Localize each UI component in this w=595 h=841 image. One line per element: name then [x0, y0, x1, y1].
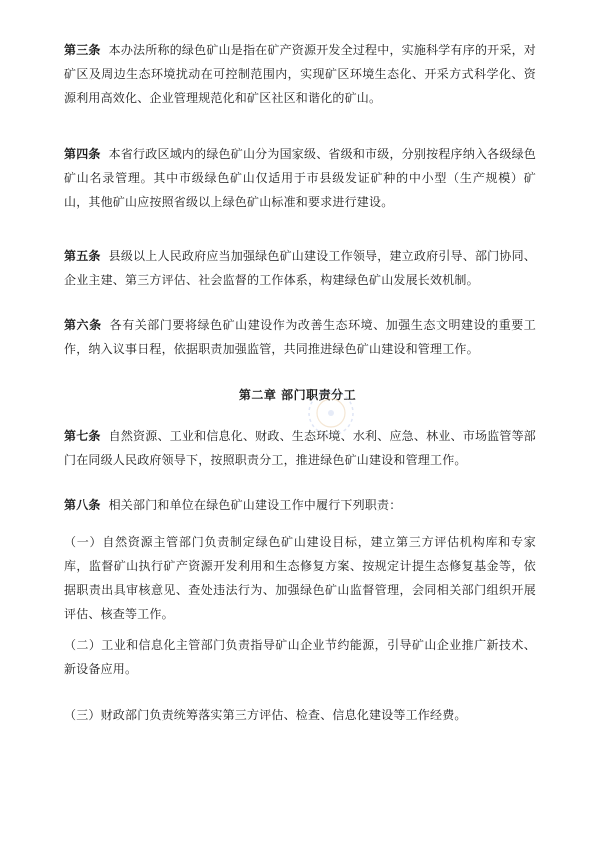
watermark-logo — [296, 378, 366, 448]
chapter-title: 第二章 部门职责分工 — [238, 388, 357, 402]
article-number: 第四条 — [64, 147, 101, 161]
article-text: 各有关部门要将绿色矿山建设作为改善生态环境、加强生态文明建设的重要工作，纳入议事日程，依据职责加强监管，共同推进绿色矿山建设和管理工作。 — [64, 318, 536, 356]
article-3 — [64, 38, 536, 110]
article-4 — [64, 142, 536, 214]
article-text: 自然资源、工业和信息化、财政、生态环境、水利、应急、林业、市场监管等部门在同级人民政府领导下，按照职责分工，推进绿色矿山建设和管理工作。 — [64, 429, 536, 467]
article-number: 第六条 — [64, 318, 102, 332]
article-text: 本省行政区域内的绿色矿山分为国家级、省级和市级，分别按程序纳入各级绿色矿山名录管理。其中市级绿色矿山仅适用于市县级发证矿种的中小型（生产规模）矿山，其他矿山应按照省级以上绿色矿山标准和要求进行建设。 — [64, 147, 536, 209]
article-number: 第三条 — [64, 43, 101, 57]
article-6 — [64, 313, 536, 361]
article-number: 第五条 — [64, 249, 101, 263]
article-number: 第七条 — [64, 429, 101, 443]
article-text: 相关部门和单位在绿色矿山建设工作中履行下列职责： — [108, 498, 402, 512]
list-item: （一）自然资源主管部门负责制定绿色矿山建设目标，建立第三方评估机构库和专家库，监督矿山执行矿产资源开发利用和生态修复方案、按规定计提生态修复基金等，依据职责出具审核意见、查处违法行为、加强绿色矿山监督管理，会同相关部门组织开展评估、核查等工作。 — [64, 535, 536, 621]
article-text: 县级以上人民政府应当加强绿色矿山建设工作领导，建立政府引导、部门协同、企业主建、第三方评估、社会监督的工作体系，构建绿色矿山发展长效机制。 — [64, 249, 536, 287]
list-item: （二）工业和信息化主管部门负责指导矿山企业节约能源，引导矿山企业推广新技术、新设备应用。 — [64, 638, 536, 676]
list-item: （三）财政部门负责统筹落实第三方评估、检查、信息化建设等工作经费。 — [64, 708, 467, 722]
article-text: 本办法所称的绿色矿山是指在矿产资源开发全过程中，实施科学有序的开采，对矿区及周边生态环境扰动在可控制范围内，实现矿区环境生态化、开采方式科学化、资源利用高效化、企业管理规范化和矿区社区和谐化的矿山。 — [64, 43, 536, 105]
article-5 — [64, 244, 536, 292]
article-number: 第八条 — [64, 498, 101, 512]
article-8 — [64, 493, 536, 517]
